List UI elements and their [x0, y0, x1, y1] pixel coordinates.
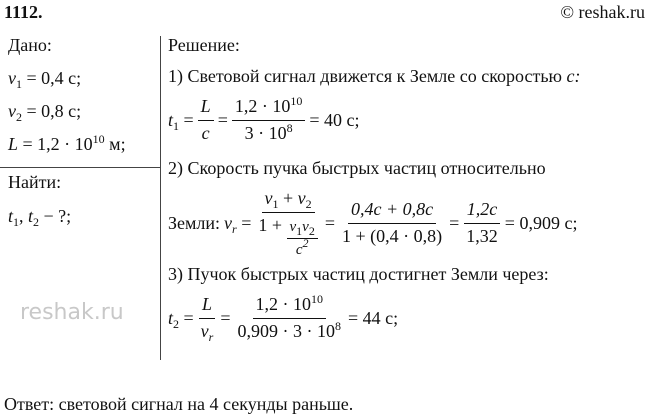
- formula-vr: Земли: $v_r$ = $v_1 + v_2$ 1 + $\frac{v_1v_2}{c^2}$ = $\frac{0,4c + 0,8c}{1 + (0,4 \cdot 0,8)}$ = $\frac{1,2c}{1,32}$ = 0,909 c;: [168, 188, 578, 258]
- formula-t2: $t_2$ = $\frac{L}{v_r}$ = $\frac{1,2 \cdot 10^{10}}{0,909 \cdot 3 \cdot 10^8}$ = 44 с;: [168, 292, 399, 344]
- watermark: reshak.ru: [20, 300, 124, 325]
- solution-title: Решение:: [168, 35, 240, 55]
- problem-number: 1112.: [4, 2, 43, 22]
- given-L: $L = 1,2 \cdot 10^{10}$ м;: [8, 132, 126, 154]
- given-title: Дано:: [8, 35, 52, 55]
- find-title: Найти:: [8, 172, 62, 192]
- column-divider: [160, 36, 161, 360]
- given-v2: $v_2 = 0,8$ c;: [8, 101, 82, 124]
- given-v1: $v_1 = 0,4$ c;: [8, 68, 82, 91]
- answer: Ответ: световой сигнал на 4 секунды раньше.: [4, 394, 354, 414]
- step-1: 1) Световой сигнал движется к Земле со скоростью c:: [168, 66, 581, 86]
- copyright: © reshak.ru: [560, 2, 645, 22]
- given-divider: [0, 167, 160, 168]
- step-2: 2) Скорость пучка быстрых частиц относительно: [168, 158, 546, 178]
- step-3: 3) Пучок быстрых частиц достигнет Земли через:: [168, 264, 549, 284]
- formula-t1: $t_1$ = $\frac{L}{c}$ = $\frac{1,2 \cdot 10^{10}}{3 \cdot 10^8}$ = 40 с;: [168, 94, 360, 143]
- find-values: $t_1$, $t_2$ − ?;: [8, 206, 72, 229]
